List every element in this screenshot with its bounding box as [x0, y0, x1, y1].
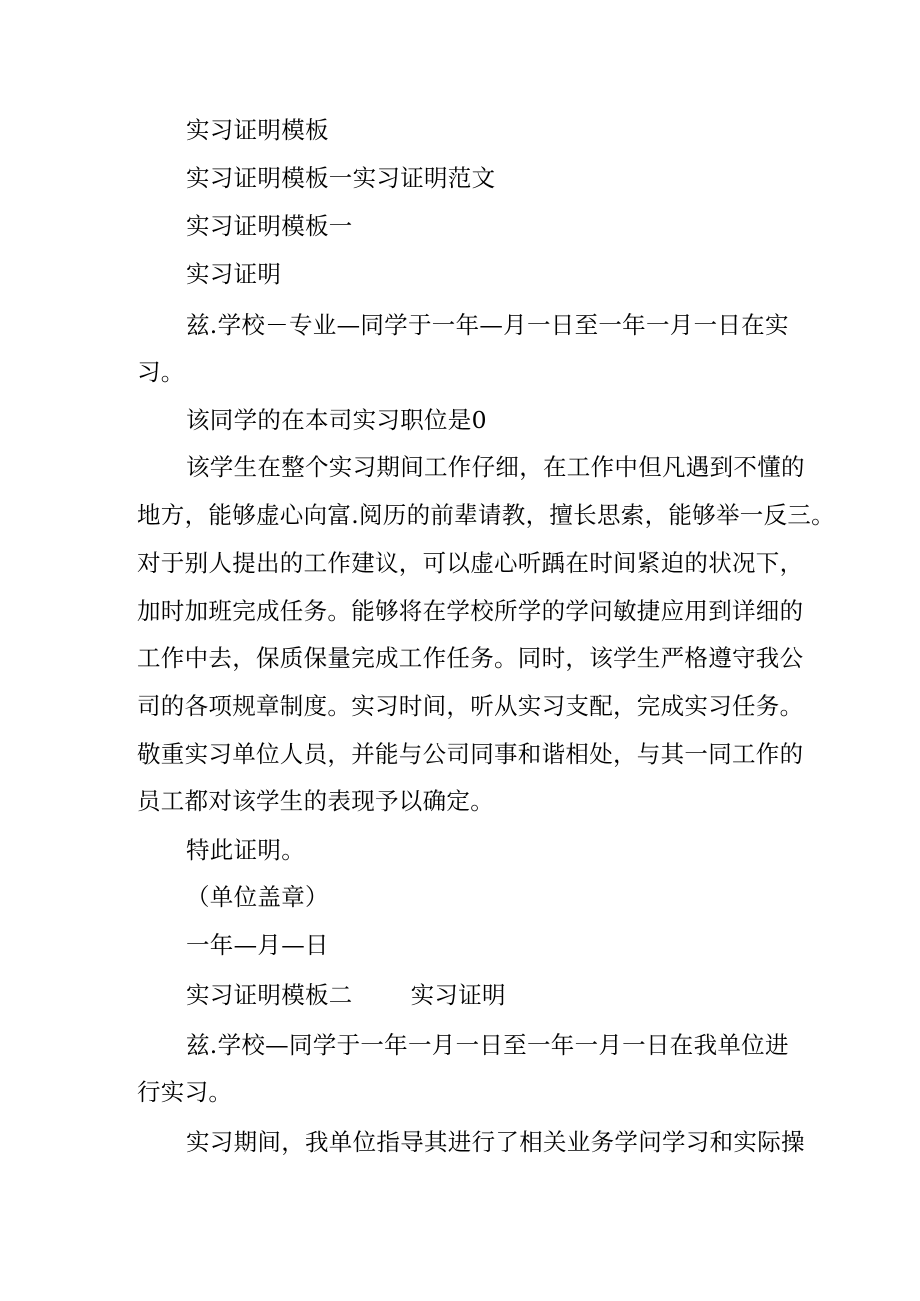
paragraph-4-line-2: 行实习。 — [137, 1078, 233, 1106]
seal-placeholder: （单位盖章） — [186, 883, 329, 911]
paragraph-3-line-3: 对于别人提出的工作建议，可以虚心听踽在时间紧迫的状况下， — [137, 549, 804, 577]
paragraph-1-line-2: 习。 — [137, 358, 185, 386]
document-subtitle: 实习证明模板一实习证明范文 — [186, 164, 496, 192]
paragraph-5-line-1: 实习期间，我单位指导其进行了相关业务学问学习和实际操 — [186, 1128, 805, 1156]
paragraph-3-line-1: 该学生在整个实习期间工作仔细，在工作中但凡遇到不懂的 — [186, 453, 805, 481]
paragraph-3-line-5: 工作中去，保质保量完成工作任务。同时，该学生严格遵守我公 — [137, 644, 804, 672]
template-two-heading-line — [186, 980, 506, 1010]
template-one-heading: 实习证明模板一 — [186, 212, 353, 240]
paragraph-3-line-4: 加时加班完成任务。能够将在学校所学的学问敏捷应用到详细的 — [137, 597, 804, 625]
date-placeholder: 一年—月—日 — [186, 931, 329, 959]
closing-text: 特此证明。 — [186, 836, 305, 864]
paragraph-1-line-1: 兹.学校－专业—同学于一年—月一日至一年一月一日在实 — [186, 311, 789, 339]
paragraph-2: 该同学的在本司实习职位是0 — [186, 406, 487, 434]
template-two-title: 实习证明模板二 — [186, 981, 353, 1009]
paragraph-3-line-6: 司的各项规章制度。实习时间，听从实习支配，完成实习任务。 — [137, 692, 804, 720]
template-two-subtitle: 实习证明 — [410, 981, 506, 1009]
document-title: 实习证明模板 — [186, 116, 329, 144]
paragraph-4-line-1: 兹.学校—同学于一年一月一日至一年一月一日在我单位进 — [186, 1031, 789, 1059]
certificate-heading: 实习证明 — [186, 260, 282, 288]
paragraph-3-line-7: 敬重实习单位人员，并能与公司同事和谐相处，与其一同工作的 — [137, 740, 804, 768]
paragraph-3-line-8: 员工都对该学生的表现予以确定。 — [137, 787, 494, 815]
paragraph-3-line-2: 地方，能够虚心向富.阅历的前辈请教，擅长思索，能够举一反三。 — [137, 501, 835, 529]
